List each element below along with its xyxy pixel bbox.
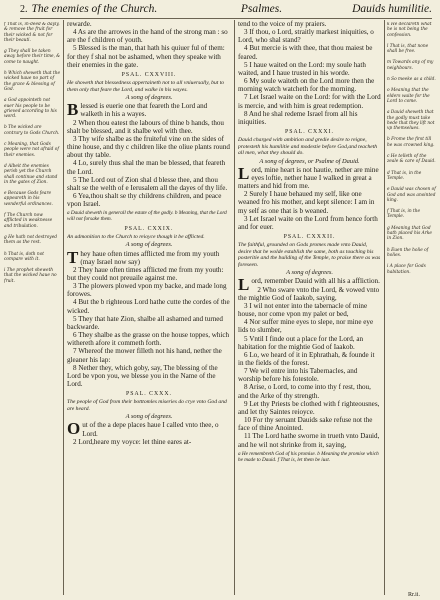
- verse: 2 Surely I haue behaued my self, like one weaned fro his mother, and kept silence: I am in my self as one that is b weaned.: [238, 190, 375, 215]
- verse: 11 The Lord hathe sworne in trueth vnto Dauid, and he wil not shrinke from it, saying,: [238, 432, 380, 449]
- margin-note: m Towards any of my neighbours.: [387, 60, 434, 71]
- psalm-heading: PSAL. CXXXII.: [283, 234, 336, 241]
- right-margin-rule: [384, 20, 385, 595]
- margin-note: c Meaning, that Gods people were not afraid of their enemies.: [4, 142, 59, 158]
- psalm-heading: PSAL. CXXIX.: [124, 225, 174, 232]
- psalm-argument: An admonition to the Church to reioyce though it be afflicted.: [67, 233, 205, 240]
- margin-note: n So meeke as a child.: [387, 77, 436, 83]
- verse: hey haue often times afflicted me from my youth (may Israel now say): [80, 249, 220, 266]
- footnotes: a Dauid sheweth in generall the estate of the godly. b Meaning, that the Lord will not forsake them.: [67, 210, 227, 223]
- verse: 10 For thy seruant Dauids sake refuse not the face of thine Anointed.: [238, 416, 373, 433]
- psalm-heading: PSAL. CXXX.: [126, 391, 172, 398]
- drop-capital: O: [67, 419, 81, 439]
- verse: 6 My soule waiteth on the Lord more then the morning watch watcheth for the morning.: [238, 77, 375, 94]
- verse: 6 They shalbe as the grasse on the house toppes, which withereth afore it commeth forth.: [67, 331, 230, 348]
- verse: 2 Lord,heare my voyce: let thine eares at-: [73, 437, 192, 446]
- drop-capital: L: [238, 275, 250, 295]
- verse: 9 Let thy Priests be clothed with f righteousnes, and let thy Saintes reioyce.: [238, 399, 380, 416]
- margin-note: e Because Gods feare appeareth in his wonderful ordinances.: [4, 191, 53, 207]
- verse: 4 As are the arrowes in the hand of the strong man : so are the f children of youth.: [67, 28, 228, 45]
- verse: 3 The plowers plowed vpon my backe, and made long forowes.: [67, 282, 227, 299]
- verse: 7 Whereof the mower filleth not his hand, nether the gleaner his lap:: [67, 347, 222, 364]
- margin-note: k He declareth what he is not being the confession.: [387, 22, 432, 38]
- psalm-title: A song of degrees, or Psalme of Dauid.: [259, 157, 360, 165]
- footnotes: a He remembreth God of his promise. b Meaning the promise which he made to Dauid. f That is, let them be iust.: [238, 450, 379, 463]
- signature-mark: Rr.ii.: [407, 592, 420, 598]
- drop-capital: T: [67, 247, 79, 267]
- verse: 2 When thou eatest the labours of thine b hands, thou shalt be blessed, and it shalbe wel with thee.: [67, 118, 224, 135]
- verse: 5 They that hate Zion, shalbe all ashamed and turned backwarde.: [67, 314, 223, 331]
- verse: 2 Who sware vnto the Lord, & vowed vnto the mightie God of Iaakob, saying,: [238, 285, 380, 302]
- psalm-argument: The people of God from their botttomles miseries do crye vnto God and are heard.: [67, 399, 227, 412]
- psalm-argument: The faithful, grounded on Gods promes made vnto Dauid, desire that he wolde establish the same, both as touching his posteritie and the building of the Temple, to praise there as was foreseen.: [238, 242, 381, 268]
- header-title-left: The enemies of the Church.: [31, 3, 158, 15]
- verse: 3 Thy wife shalbe as the fruiteful vine on the sides of thine house, and thy c children like the oliue plants round about thy table.: [67, 134, 230, 160]
- margin-note: i A place for Gods habitation.: [387, 264, 426, 275]
- margin-note: f The Church now afflicted in weaknesse and tribulation.: [4, 213, 53, 229]
- text-column-left: [67, 20, 231, 595]
- header-title-mid: Psalmes.: [240, 3, 283, 15]
- margin-note: g They shall be taken away before their time, & come to naught.: [4, 49, 61, 65]
- margin-note: e Dauid was chosen of God and was anointed king.: [387, 187, 436, 203]
- verse: 4 But mercie is with thee, that thou maiest be feared.: [238, 44, 373, 61]
- verse: 4 Lo, surely thus shal the man be blessed, that feareth the Lord.: [67, 159, 226, 176]
- margin-note: g He hath not destroyed them as the rest.: [4, 234, 57, 246]
- verse: ord, mine heart is not hautie, nether are mine eyes loftie, nether haue I walked in great a matters and hid from me.: [238, 165, 379, 191]
- verse: 3 Let Israel waite on the Lord from hence forth and for euer.: [238, 214, 378, 231]
- verse: 8 Arise, o Lord, to come into thy f rest, thou, and the Arke of thy strength.: [238, 383, 371, 400]
- left-margin-rule: [63, 20, 64, 595]
- psalm-title: A song of degrees.: [286, 269, 333, 277]
- verse: 2 They haue often times afflicted me from my youth: but they could not preuaile against me.: [67, 265, 224, 282]
- text-column-right: [238, 20, 381, 595]
- center-column-rule: [234, 20, 235, 595]
- verse: ord, remember Dauid with all his a affliction.: [251, 277, 380, 286]
- margin-note: i The prophet sheweth that the wicked haue no fruit.: [4, 268, 57, 284]
- verse-line: rewarde.: [67, 20, 92, 28]
- running-header: [20, 3, 432, 19]
- margin-note: o Meaning that the elders waite for the Lord to come.: [387, 88, 430, 104]
- psalm-title: A song of degrees.: [125, 241, 173, 249]
- psalm-argument: Dauid charged with ambition and gredie desire to reigne, protesteth his humilitie and modestie before God,and teacheth all men, what they should do.: [238, 137, 378, 157]
- verse: 7 Let Israel waite on the Lord: for with the Lord is mercie, and with him is great redemption.: [238, 93, 381, 110]
- verse: 3 I wil not enter into the tabernacle of mine house, nor come vpon my palet or bed,: [238, 301, 368, 319]
- drop-capital: B: [67, 100, 79, 120]
- verse: 5 I haue waited on the Lord: my soule hath waited, and I haue trusted in his worde.: [238, 60, 366, 77]
- margin-note: f That is, in the Temple.: [387, 209, 421, 220]
- verse: ut of the a depe places haue I called vnto thee, o Lord.: [82, 421, 219, 438]
- margin-note: l That is, that none shall be free.: [387, 43, 429, 55]
- verse: 6 Yea,thou shalt se thy childrens children, and peace vpon Israel.: [67, 191, 222, 209]
- verse: 6 Lo, we heard of it in Ephrathah, & founde it in the fields of the forest.: [238, 350, 375, 367]
- verse: 3 If thou, o Lord, straitly markest iniquities, o Lord, who shal stand?: [238, 28, 374, 45]
- margin-note: h Euen the holie of holies.: [387, 247, 429, 258]
- verse: 7 We wil entre into his Tabernacles, and worship before his fotestole.: [238, 367, 358, 384]
- psalm-heading: PSAL. CXXVIII.: [121, 71, 177, 78]
- margin-note: d Albeit the enemies perish yet the Church shall continue and stand in the gates of Zion.: [4, 163, 58, 185]
- margin-note: a Dauid sheweth that the godly must take hede that they lift not vp themselues.: [387, 110, 435, 132]
- right-margin-notes: [387, 22, 437, 594]
- margin-note: c He telleth of the zeale & care of Dauid.: [387, 154, 436, 165]
- margin-note: f That is, in-deed & dayly, & remove the fruit for their wicked & not for their beauti.: [4, 22, 60, 43]
- verse: 4 But the b righteous Lord hathe cutte the cordes of the wicked.: [67, 298, 230, 315]
- left-margin-notes: [4, 22, 61, 594]
- margin-note: h Which sheweth that the wicked haue no part of the grace & blessing of God.: [4, 71, 61, 92]
- verse: 5 Vntil I finde out a place for the Lord, an habitation for the mightie God of Iaakob.: [238, 334, 364, 351]
- psalm-title: A song of degrees.: [125, 413, 173, 421]
- header-title-right: Dauids humilitie.: [352, 3, 432, 15]
- psalm-heading: PSAL. CXXXI.: [285, 129, 334, 136]
- margin-note: h That is, doth not compare with it.: [4, 251, 45, 262]
- margin-note: b Frome the first till he was crowned king.: [387, 137, 435, 148]
- verse: 5 Blessed is the man, that hath his quiuer ful of them: for they f shal not be ashamed, when they speake with their enemies in the gate.: [67, 44, 225, 69]
- drop-capital: L: [238, 163, 250, 183]
- psalm-argument: He showeth that blessedness appertaineth not to all vniuersally, but to them only that feare the Lord, and walke in his wayes.: [67, 80, 225, 93]
- margin-note: g Meaning that God hath placed his Arke in Zion.: [387, 225, 432, 242]
- psalm-title: A song of degrees.: [125, 94, 173, 102]
- page-number: 2.: [20, 4, 28, 15]
- margin-note: d That is, in the Temple.: [387, 170, 422, 181]
- margin-note: a God appointeth not euer his people to be grieved according to his word.: [4, 98, 57, 120]
- verse: lessed is euerie one that feareth the Lord and walketh in his a wayes.: [80, 102, 208, 119]
- verse: 4 Nor suffer mine eyes to slepe, nor mine eye lids to slumber,: [238, 318, 374, 335]
- verse: 5 The Lord out of Zion shal d blesse thee, and thou shalt se the welth of e Ierusalem all the dayes of thy life.: [67, 175, 228, 192]
- verse: 8 And he shal redeme Israel from all his iniquities.: [238, 109, 358, 126]
- margin-note: b The wicked are contrary to Gods Church.: [4, 125, 60, 136]
- verse: 8 Nether they, which goby, say, The blessing of the Lord be vpon you, we blesse you in the Name of the Lord.: [67, 363, 218, 388]
- verse-line: tend to the voice of my praiers.: [238, 20, 327, 28]
